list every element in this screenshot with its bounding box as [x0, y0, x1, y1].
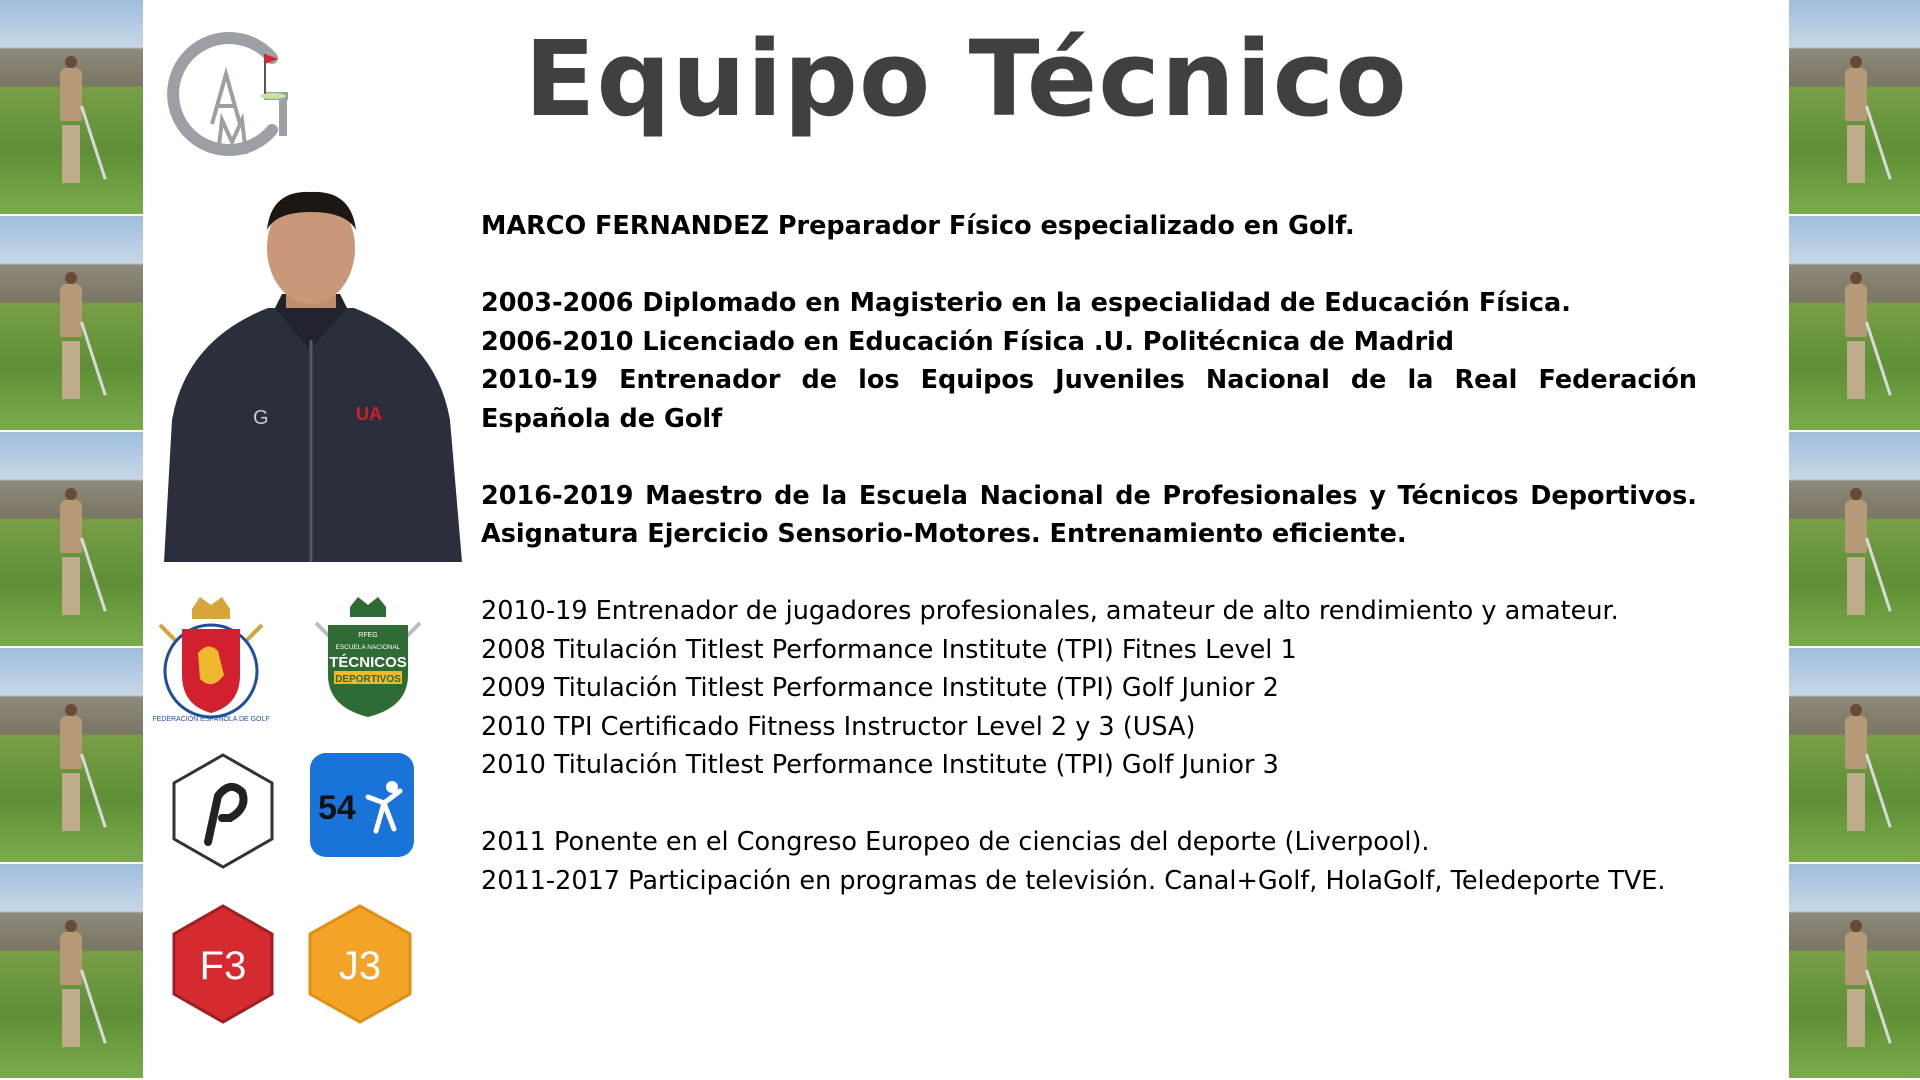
bio-line: 2016-2019 Maestro de la Escuela Nacional de Profesionales y Técnicos Deportivos. Asignatura Ejercicio Sensorio-Motores. Entrenamiento eficiente.	[481, 480, 1697, 549]
bio-line: 2010 TPI Certificado Fitness Instructor Level 2 y 3 (USA)	[481, 711, 1196, 742]
svg-text:UA: UA	[356, 404, 382, 424]
golfer-photo	[0, 0, 143, 216]
fiftyfour-badge	[310, 753, 416, 864]
escuela-nacional-badge	[306, 595, 430, 730]
bio-line: 2008 Titulación Titlest Performance Institute (TPI) Fitnes Level 1	[481, 634, 1297, 665]
tpi-hexagon-badge	[170, 752, 276, 875]
bio-text	[481, 207, 1697, 900]
escuela-sub-text: ESCUELA NACIONAL	[335, 644, 401, 651]
bio-headline: MARCO FERNANDEZ Preparador Físico especializado en Golf.	[481, 211, 1355, 241]
escuela-main1-text: TÉCNICOS	[329, 654, 407, 671]
page-title: Equipo Técnico	[524, 18, 1408, 140]
f3-text: F3	[199, 944, 247, 988]
certification-badges	[150, 595, 450, 1035]
coach-portrait-photo	[150, 190, 472, 562]
escuela-top-text: RFEG	[358, 632, 378, 639]
golfer-photo	[0, 864, 143, 1080]
golfer-photo	[0, 216, 143, 432]
golfer-photo	[1789, 432, 1920, 648]
golfer-photo	[1789, 648, 1920, 864]
rfeg-crest-badge	[150, 595, 272, 730]
bio-line: 2006-2010 Licenciado en Educación Física .U. Politécnica de Madrid	[481, 326, 1455, 357]
bio-line: 2011 Ponente en el Congreso Europeo de ciencias del deporte (Liverpool).	[481, 827, 1430, 857]
golfer-photo	[1789, 864, 1920, 1080]
bio-line: 2010-19 Entrenador de los Equipos Juveniles Nacional de la Real Federación Española de Golf	[481, 365, 1697, 434]
bio-line: 2011-2017 Participación en programas de televisión. Canal+Golf, HolaGolf, Teledeporte TVE.	[481, 865, 1666, 896]
golfer-photo	[0, 648, 143, 864]
svg-text:G: G	[253, 407, 269, 429]
escuela-main2-text: DEPORTIVOS	[335, 674, 401, 685]
f3-hexagon-badge	[170, 903, 276, 1030]
bio-line: 2003-2006 Diplomado en Magisterio en la especialidad de Educación Física.	[481, 288, 1571, 318]
left-golf-photo-strip	[0, 0, 143, 1080]
right-golf-photo-strip	[1789, 0, 1920, 1080]
rfeg-ring-text: FEDERACIÓN ESPAÑOLA DE GOLF	[152, 716, 270, 723]
bio-line: 2009 Titulación Titlest Performance Institute (TPI) Golf Junior 2	[481, 673, 1279, 703]
j3-hexagon-badge	[306, 903, 414, 1030]
golfer-photo	[0, 432, 143, 648]
fiftyfour-text: 54	[318, 789, 356, 827]
bio-line: 2010-19 Entrenador de jugadores profesionales, amateur de alto rendimiento y amateur.	[481, 596, 1619, 626]
j3-text: J3	[338, 944, 382, 988]
golfer-photo	[1789, 0, 1920, 216]
bio-line: 2010 Titulación Titlest Performance Institute (TPI) Golf Junior 3	[481, 750, 1279, 780]
golfer-photo	[1789, 216, 1920, 432]
